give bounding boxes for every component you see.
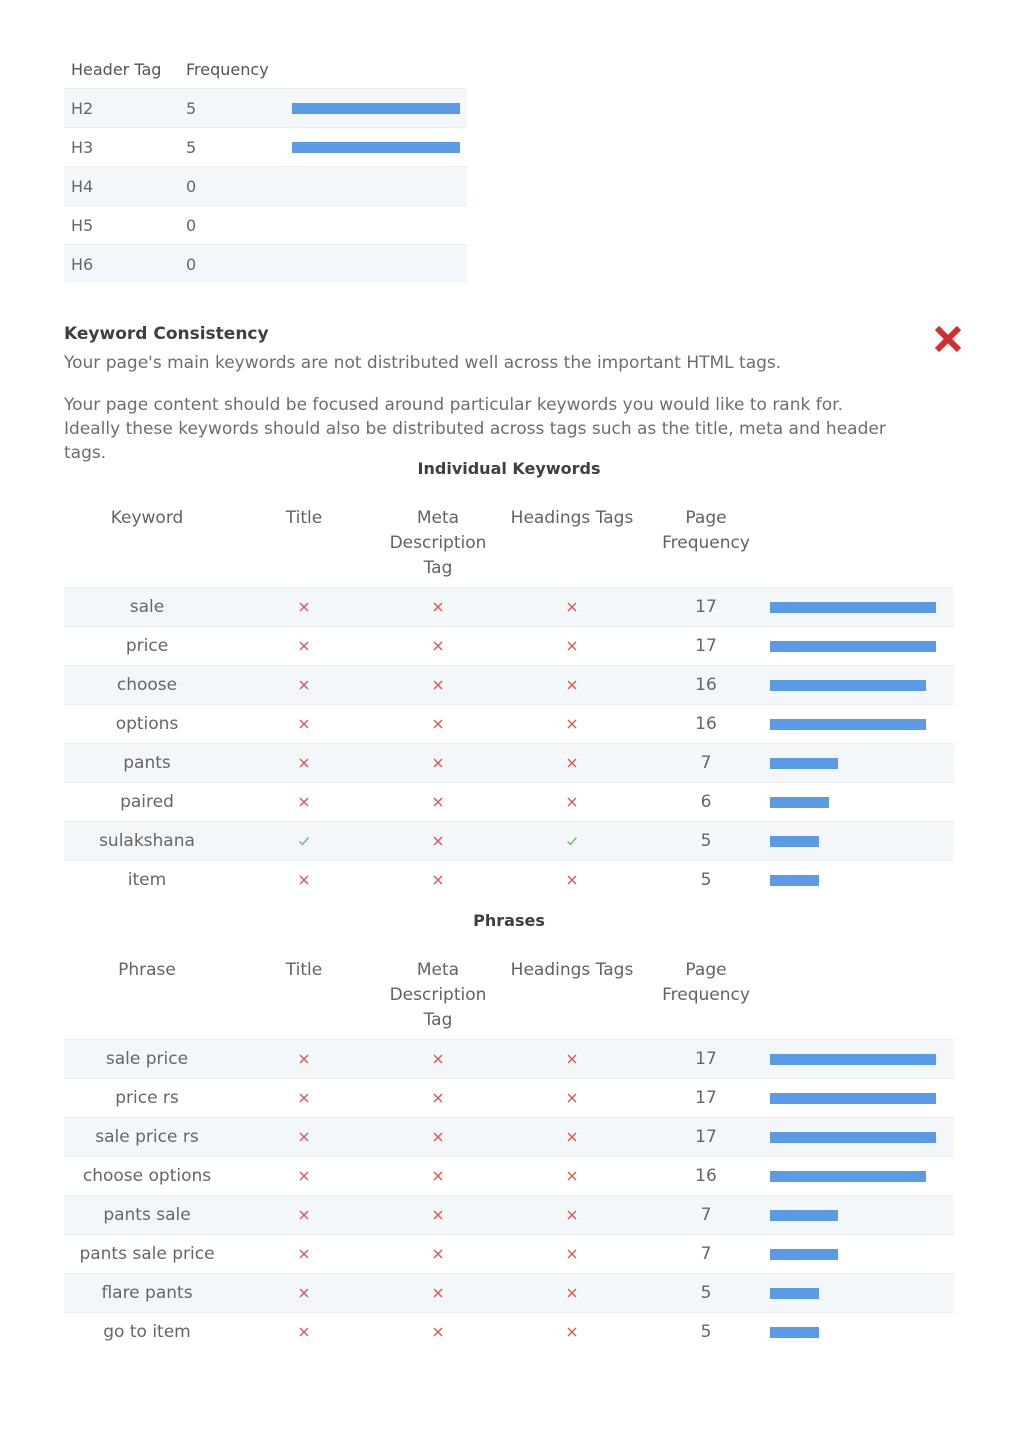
cross-icon xyxy=(298,874,310,886)
headings-status-cell xyxy=(498,705,646,744)
section-summary: Your page's main keywords are not distributed well across the important HTML tags. xyxy=(64,353,782,373)
meta-status-cell xyxy=(378,1118,498,1157)
frequency-bar-cell xyxy=(285,128,467,167)
table-row xyxy=(64,245,467,284)
cross-icon xyxy=(566,640,578,652)
individual-keywords-heading: Individual Keywords xyxy=(417,459,601,478)
cross-icon xyxy=(298,1248,310,1260)
title-status-cell xyxy=(230,1040,378,1079)
frequency-bar xyxy=(770,1093,936,1104)
frequency-bar-cell xyxy=(766,822,954,861)
frequency-bar xyxy=(770,1210,838,1221)
frequency-bar-column xyxy=(766,500,954,588)
page-frequency-cell: 16 xyxy=(646,705,766,744)
frequency-bar xyxy=(770,875,819,886)
frequency-bar xyxy=(770,1327,819,1338)
term-cell: paired xyxy=(64,783,230,822)
term-cell: sale price rs xyxy=(64,1118,230,1157)
phrases-table xyxy=(64,952,954,1351)
table-row xyxy=(64,1235,954,1274)
cross-icon xyxy=(298,1170,310,1182)
meta-description-column: Meta Description Tag xyxy=(389,508,487,578)
headings-tags-column: Headings Tags xyxy=(510,508,634,528)
frequency-bar xyxy=(770,1054,936,1065)
table-row xyxy=(64,1196,954,1235)
frequency-bar-cell xyxy=(766,1313,954,1352)
title-status-cell xyxy=(230,744,378,783)
cross-icon xyxy=(432,796,444,808)
term-cell: sulakshana xyxy=(64,822,230,861)
frequency-bar-cell xyxy=(285,206,467,245)
table-row xyxy=(64,206,467,245)
cross-icon xyxy=(298,1053,310,1065)
table-row xyxy=(64,1157,954,1196)
headings-status-cell xyxy=(498,1079,646,1118)
meta-status-cell xyxy=(378,1157,498,1196)
cross-icon xyxy=(566,1131,578,1143)
table-row xyxy=(64,128,467,167)
title-status-cell xyxy=(230,861,378,900)
cross-icon xyxy=(298,1092,310,1104)
cross-icon xyxy=(432,1209,444,1221)
frequency-bar-cell xyxy=(766,1196,954,1235)
frequency-bar xyxy=(770,680,926,691)
headings-status-cell xyxy=(498,1118,646,1157)
frequency-bar-cell xyxy=(766,861,954,900)
headings-status-cell xyxy=(498,822,646,861)
term-cell: sale price xyxy=(64,1040,230,1079)
header-tag-cell: H5 xyxy=(64,206,179,245)
title-column: Title xyxy=(285,960,323,980)
meta-status-cell xyxy=(378,1235,498,1274)
meta-status-cell xyxy=(378,588,498,627)
headings-status-cell xyxy=(498,1313,646,1352)
header-tag-cell: H2 xyxy=(64,89,179,128)
meta-status-cell xyxy=(378,666,498,705)
phrase-column: Phrase xyxy=(118,960,176,980)
page-frequency-cell: 17 xyxy=(646,1040,766,1079)
cross-icon xyxy=(432,718,444,730)
cross-icon xyxy=(432,1131,444,1143)
table-row xyxy=(64,89,467,128)
term-cell: pants xyxy=(64,744,230,783)
title-status-cell xyxy=(230,1079,378,1118)
frequency-cell: 0 xyxy=(179,245,285,284)
cross-icon xyxy=(432,835,444,847)
title-status-cell xyxy=(230,822,378,861)
cross-icon xyxy=(298,601,310,613)
table-row xyxy=(64,1040,954,1079)
cross-icon xyxy=(566,1170,578,1182)
cross-icon xyxy=(298,1326,310,1338)
headings-status-cell xyxy=(498,627,646,666)
header-tag-cell: H4 xyxy=(64,167,179,206)
title-status-cell xyxy=(230,1196,378,1235)
title-status-cell xyxy=(230,1157,378,1196)
frequency-bar xyxy=(770,1288,819,1299)
frequency-bar-cell xyxy=(766,1040,954,1079)
cross-icon xyxy=(432,757,444,769)
meta-status-cell xyxy=(378,1313,498,1352)
headings-status-cell xyxy=(498,783,646,822)
page-frequency-cell: 5 xyxy=(646,1274,766,1313)
frequency-bar-cell xyxy=(766,1079,954,1118)
cross-icon xyxy=(298,1287,310,1299)
frequency-bar-cell xyxy=(285,245,467,284)
title-status-cell xyxy=(230,1118,378,1157)
header-tag-cell: H3 xyxy=(64,128,179,167)
title-status-cell xyxy=(230,627,378,666)
title-status-cell xyxy=(230,588,378,627)
cross-icon xyxy=(298,640,310,652)
frequency-bar xyxy=(770,1132,936,1143)
table-row xyxy=(64,744,954,783)
page-frequency-cell: 6 xyxy=(646,783,766,822)
page-frequency-cell: 5 xyxy=(646,1313,766,1352)
meta-status-cell xyxy=(378,1196,498,1235)
cross-icon xyxy=(298,679,310,691)
frequency-bar xyxy=(770,641,936,652)
frequency-bar xyxy=(770,719,926,730)
frequency-bar-cell xyxy=(766,627,954,666)
table-row xyxy=(64,588,954,627)
table-row xyxy=(64,783,954,822)
headings-status-cell xyxy=(498,1157,646,1196)
page-frequency-cell: 5 xyxy=(646,861,766,900)
header-tag-cell: H6 xyxy=(64,245,179,284)
term-cell: choose options xyxy=(64,1157,230,1196)
header-tag-column: Header Tag xyxy=(71,59,162,79)
cross-icon xyxy=(298,1131,310,1143)
cross-icon xyxy=(432,1248,444,1260)
meta-description-column: Meta Description Tag xyxy=(389,960,487,1030)
meta-status-cell xyxy=(378,1040,498,1079)
individual-keywords-table xyxy=(64,500,954,899)
cross-icon xyxy=(566,1053,578,1065)
cross-icon xyxy=(298,796,310,808)
frequency-bar-column xyxy=(766,952,954,1040)
cross-icon xyxy=(566,1326,578,1338)
page-frequency-cell: 5 xyxy=(646,822,766,861)
frequency-bar-cell xyxy=(766,666,954,705)
term-cell: pants sale xyxy=(64,1196,230,1235)
page-frequency-cell: 17 xyxy=(646,1079,766,1118)
cross-icon xyxy=(298,1209,310,1221)
term-cell: pants sale price xyxy=(64,1235,230,1274)
cross-icon xyxy=(432,640,444,652)
term-cell: flare pants xyxy=(64,1274,230,1313)
title-status-cell xyxy=(230,783,378,822)
page-frequency-cell: 7 xyxy=(646,744,766,783)
headings-status-cell xyxy=(498,861,646,900)
cross-icon xyxy=(566,1287,578,1299)
title-status-cell xyxy=(230,666,378,705)
section-title: Keyword Consistency xyxy=(64,324,269,344)
title-status-cell xyxy=(230,1313,378,1352)
fail-cross-icon xyxy=(931,322,965,356)
meta-status-cell xyxy=(378,744,498,783)
cross-icon xyxy=(566,757,578,769)
section-description: Your page content should be focused around particular keywords you would like to rank for. Ideally these keywords should also be distributed across tags such as the title, meta and header tags. xyxy=(64,395,886,463)
meta-status-cell xyxy=(378,627,498,666)
title-status-cell xyxy=(230,705,378,744)
term-cell: price xyxy=(64,627,230,666)
frequency-bar-cell xyxy=(285,89,467,128)
term-cell: price rs xyxy=(64,1079,230,1118)
frequency-bar-cell xyxy=(766,588,954,627)
cross-icon xyxy=(298,757,310,769)
title-status-cell xyxy=(230,1274,378,1313)
meta-status-cell xyxy=(378,1079,498,1118)
table-row xyxy=(64,1079,954,1118)
frequency-bar-cell xyxy=(766,744,954,783)
frequency-bar xyxy=(770,836,819,847)
table-row xyxy=(64,1274,954,1313)
cross-icon xyxy=(432,679,444,691)
frequency-bar-cell xyxy=(766,783,954,822)
cross-icon xyxy=(566,1092,578,1104)
frequency-bar-cell xyxy=(766,1235,954,1274)
page-frequency-cell: 16 xyxy=(646,666,766,705)
keyword-column: Keyword xyxy=(110,508,184,528)
headings-status-cell xyxy=(498,588,646,627)
frequency-cell: 0 xyxy=(179,167,285,206)
headings-status-cell xyxy=(498,744,646,783)
cross-icon xyxy=(432,1170,444,1182)
frequency-bar xyxy=(292,103,460,114)
cross-icon xyxy=(566,796,578,808)
table-row xyxy=(64,705,954,744)
meta-status-cell xyxy=(378,783,498,822)
header-tag-table xyxy=(64,50,467,283)
headings-status-cell xyxy=(498,666,646,705)
cross-icon xyxy=(566,679,578,691)
title-column: Title xyxy=(285,508,323,528)
frequency-bar-cell xyxy=(766,1274,954,1313)
frequency-cell: 5 xyxy=(179,89,285,128)
term-cell: sale xyxy=(64,588,230,627)
term-cell: choose xyxy=(64,666,230,705)
cross-icon xyxy=(432,1326,444,1338)
meta-status-cell xyxy=(378,861,498,900)
page-frequency-cell: 7 xyxy=(646,1196,766,1235)
frequency-column: Frequency xyxy=(186,59,269,79)
check-icon xyxy=(566,835,578,847)
table-row xyxy=(64,1313,954,1352)
term-cell: go to item xyxy=(64,1313,230,1352)
cross-icon xyxy=(432,874,444,886)
page-frequency-cell: 17 xyxy=(646,627,766,666)
table-row xyxy=(64,666,954,705)
frequency-bar-cell xyxy=(766,1157,954,1196)
table-row xyxy=(64,861,954,900)
headings-status-cell xyxy=(498,1235,646,1274)
page-frequency-cell: 7 xyxy=(646,1235,766,1274)
term-cell: item xyxy=(64,861,230,900)
table-row xyxy=(64,1118,954,1157)
frequency-bar-cell xyxy=(766,705,954,744)
table-row xyxy=(64,822,954,861)
cross-icon xyxy=(432,1287,444,1299)
frequency-bar-column xyxy=(285,50,467,89)
frequency-bar-cell xyxy=(285,167,467,206)
page-frequency-cell: 17 xyxy=(646,588,766,627)
frequency-cell: 5 xyxy=(179,128,285,167)
meta-status-cell xyxy=(378,1274,498,1313)
frequency-cell: 0 xyxy=(179,206,285,245)
cross-icon xyxy=(566,874,578,886)
cross-icon xyxy=(566,601,578,613)
frequency-bar xyxy=(292,142,460,153)
cross-icon xyxy=(432,1053,444,1065)
term-cell: options xyxy=(64,705,230,744)
headings-status-cell xyxy=(498,1274,646,1313)
meta-status-cell xyxy=(378,705,498,744)
title-status-cell xyxy=(230,1235,378,1274)
frequency-bar xyxy=(770,1171,926,1182)
table-row xyxy=(64,627,954,666)
check-icon xyxy=(298,835,310,847)
page-frequency-cell: 16 xyxy=(646,1157,766,1196)
cross-icon xyxy=(566,1209,578,1221)
frequency-bar xyxy=(770,797,829,808)
cross-icon xyxy=(432,1092,444,1104)
page-frequency-cell: 17 xyxy=(646,1118,766,1157)
frequency-bar-cell xyxy=(766,1118,954,1157)
phrases-heading: Phrases xyxy=(473,911,545,930)
headings-status-cell xyxy=(498,1040,646,1079)
headings-status-cell xyxy=(498,1196,646,1235)
frequency-bar xyxy=(770,1249,838,1260)
frequency-bar xyxy=(770,602,936,613)
page-frequency-column: Page Frequency xyxy=(662,508,750,553)
cross-icon xyxy=(432,601,444,613)
headings-tags-column: Headings Tags xyxy=(510,960,634,980)
cross-icon xyxy=(566,1248,578,1260)
cross-icon xyxy=(566,718,578,730)
table-row xyxy=(64,167,467,206)
cross-icon xyxy=(298,718,310,730)
page-frequency-column: Page Frequency xyxy=(662,960,750,1005)
meta-status-cell xyxy=(378,822,498,861)
frequency-bar xyxy=(770,758,838,769)
